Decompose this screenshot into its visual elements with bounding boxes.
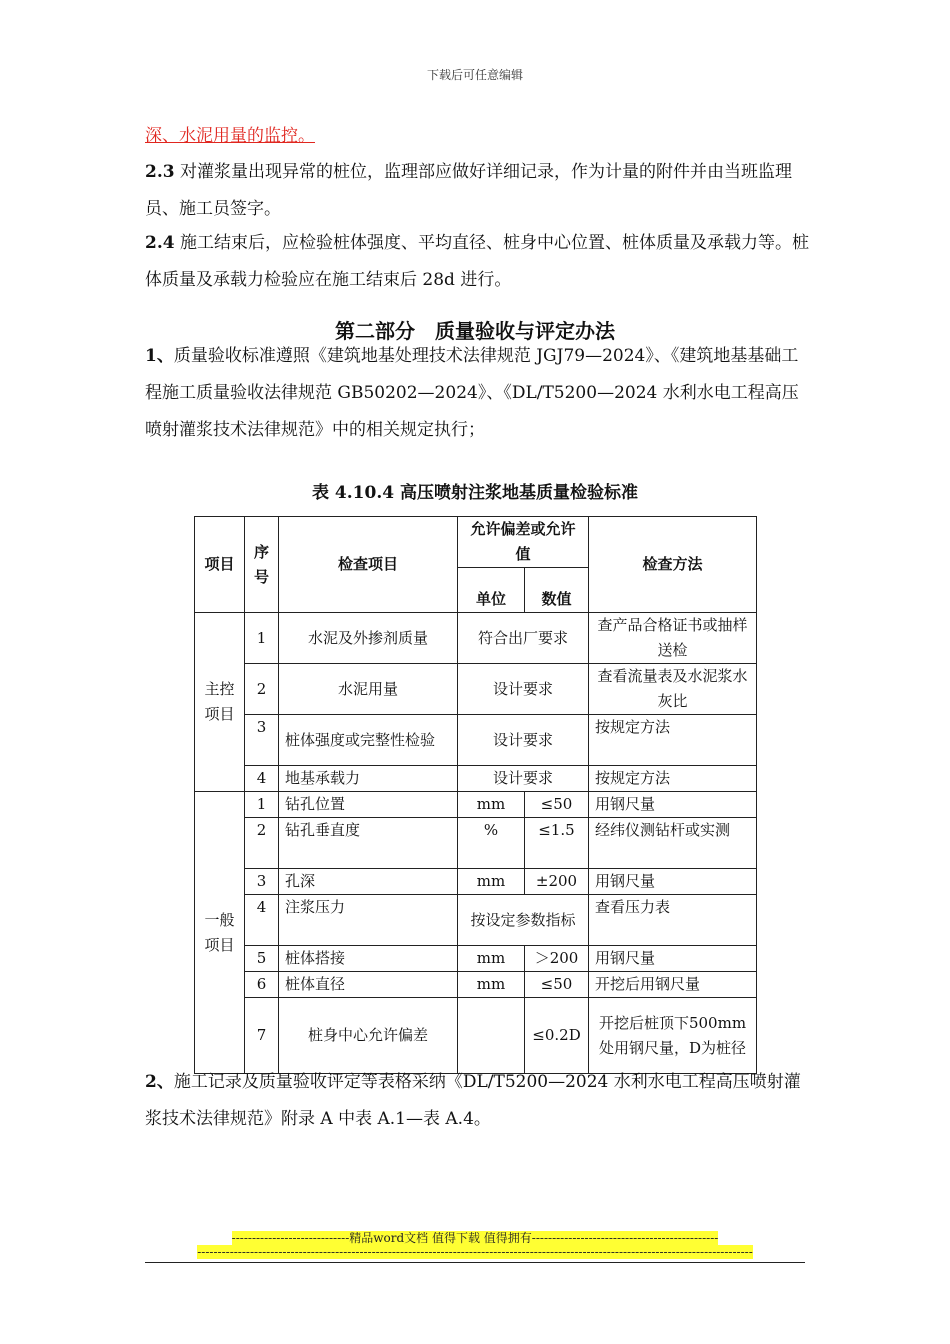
table-row <box>195 895 757 946</box>
cell-tolerance: 设计要求 <box>458 664 589 715</box>
cell-check: 桩身中心允许偏差 <box>279 998 458 1074</box>
cell-method: 查看流量表及水泥浆水灰比 <box>589 664 757 715</box>
cell-seq: 6 <box>245 972 279 998</box>
table-row <box>195 869 757 895</box>
footer-dashes: ----------------------------------------------------------------------------------------------------------------------------------------- <box>197 1245 753 1259</box>
cell-unit: mm <box>458 792 525 818</box>
paragraph-text: 施工结束后，应检验桩体强度、平均直径、桩身中心位置、桩体质量及承载力等。桩体质量及承载力检验应在施工结束后 28d 进行。 <box>145 233 809 290</box>
group-general: 一般项目 <box>195 792 245 1074</box>
cell-unit: mm <box>458 972 525 998</box>
header-method: 检查方法 <box>589 517 757 613</box>
cell-seq: 4 <box>245 766 279 792</box>
header-item: 项目 <box>195 517 245 613</box>
footer-rule <box>145 1262 805 1263</box>
cell-check: 桩体搭接 <box>279 946 458 972</box>
cell-seq: 2 <box>245 664 279 715</box>
cell-method: 查看压力表 <box>589 895 757 946</box>
cell-method: 查产品合格证书或抽样送检 <box>589 613 757 664</box>
section-number: 2.3 <box>145 162 175 182</box>
cell-seq: 1 <box>245 792 279 818</box>
header-seq: 序号 <box>245 517 279 613</box>
cell-value: ≤50 <box>525 792 589 818</box>
footer-text: -----------------------------精品word文档 值得下载 值得拥有---------------------------------------------- <box>231 1231 719 1245</box>
table-row <box>195 998 757 1074</box>
cell-check: 桩体强度或完整性检验 <box>279 715 458 766</box>
table-caption: 表 4.10.4 高压喷射注浆地基质量检验标准 <box>312 483 638 503</box>
cell-method: 用钢尺量 <box>589 792 757 818</box>
red-underlined-text: 深、水泥用量的监控。 <box>145 126 315 146</box>
cell-unit: mm <box>458 869 525 895</box>
paragraph-1 <box>145 338 810 449</box>
cell-seq: 7 <box>245 998 279 1074</box>
cell-seq: 4 <box>245 895 279 946</box>
cell-check: 注浆压力 <box>279 895 458 946</box>
paragraph-text: 对灌浆量出现异常的桩位，监理部应做好详细记录，作为计量的附件并由当班监理员、施工员签字。 <box>145 162 792 219</box>
footer-banner-dashes <box>0 1245 950 1259</box>
table-row <box>195 766 757 792</box>
table-row <box>195 792 757 818</box>
cell-tolerance: 设计要求 <box>458 715 589 766</box>
page-header: 下载后可任意编辑 <box>426 68 523 82</box>
header-tolerance: 允许偏差或允许值 <box>458 517 589 568</box>
header-unit: 单位 <box>458 568 525 613</box>
cell-check: 水泥用量 <box>279 664 458 715</box>
cell-tolerance: 符合出厂要求 <box>458 613 589 664</box>
cell-unit: % <box>458 818 525 869</box>
table-row <box>195 972 757 998</box>
header-value: 数值 <box>525 568 589 613</box>
cell-tolerance: 设计要求 <box>458 766 589 792</box>
quality-standard-table <box>194 516 757 1074</box>
paragraph-2-3 <box>145 154 810 228</box>
cell-tolerance: 按设定参数指标 <box>458 895 589 946</box>
table-row <box>195 818 757 869</box>
cell-method: 按规定方法 <box>589 766 757 792</box>
cell-value: ≤1.5 <box>525 818 589 869</box>
cell-method: 用钢尺量 <box>589 946 757 972</box>
cell-method: 开挖后用钢尺量 <box>589 972 757 998</box>
table-row <box>195 613 757 664</box>
cell-check: 孔深 <box>279 869 458 895</box>
cell-check: 桩体直径 <box>279 972 458 998</box>
cell-value: ≤50 <box>525 972 589 998</box>
paragraph-2 <box>145 1064 810 1138</box>
cell-seq: 3 <box>245 869 279 895</box>
cell-method: 经纬仪测钻杆或实测 <box>589 818 757 869</box>
cell-check: 钻孔垂直度 <box>279 818 458 869</box>
cell-method: 按规定方法 <box>589 715 757 766</box>
section-number: 2.4 <box>145 233 175 253</box>
paragraph-text: 质量验收标准遵照《建筑地基处理技术法律规范 JGJ79—2024》、《建筑地基基础工程施工质量验收法律规范 GB50202—2024》、《DL/T5200—2024 水利水电工程高压喷射灌浆技术法律规范》中的相关规定执行； <box>145 346 799 440</box>
cell-unit <box>458 998 525 1074</box>
footer-banner <box>0 1229 950 1246</box>
cell-seq: 3 <box>245 715 279 766</box>
cell-seq: 2 <box>245 818 279 869</box>
cell-check: 水泥及外掺剂质量 <box>279 613 458 664</box>
cell-value: ≤0.2D <box>525 998 589 1074</box>
cell-method: 开挖后桩顶下500mm处用钢尺量，D为桩径 <box>589 998 757 1074</box>
paragraph-2-4 <box>145 225 810 299</box>
cell-seq: 5 <box>245 946 279 972</box>
cell-value: ±200 <box>525 869 589 895</box>
section-heading: 第二部分 质量验收与评定办法 <box>335 319 615 343</box>
table-row <box>195 664 757 715</box>
group-main: 主控项目 <box>195 613 245 792</box>
header-check: 检查项目 <box>279 517 458 613</box>
paragraph-text: 施工记录及质量验收评定等表格采纳《DL/T5200—2024 水利水电工程高压喷射灌浆技术法律规范》附录 A 中表 A.1—表 A.4。 <box>145 1072 801 1129</box>
cell-seq: 1 <box>245 613 279 664</box>
list-number: 2、 <box>145 1072 174 1092</box>
table-row <box>195 946 757 972</box>
cell-check: 地基承载力 <box>279 766 458 792</box>
table-row <box>195 715 757 766</box>
cell-unit: mm <box>458 946 525 972</box>
cell-value: ＞200 <box>525 946 589 972</box>
cell-method: 用钢尺量 <box>589 869 757 895</box>
list-number: 1、 <box>145 346 174 366</box>
cell-check: 钻孔位置 <box>279 792 458 818</box>
paragraph-continuation <box>145 118 810 155</box>
